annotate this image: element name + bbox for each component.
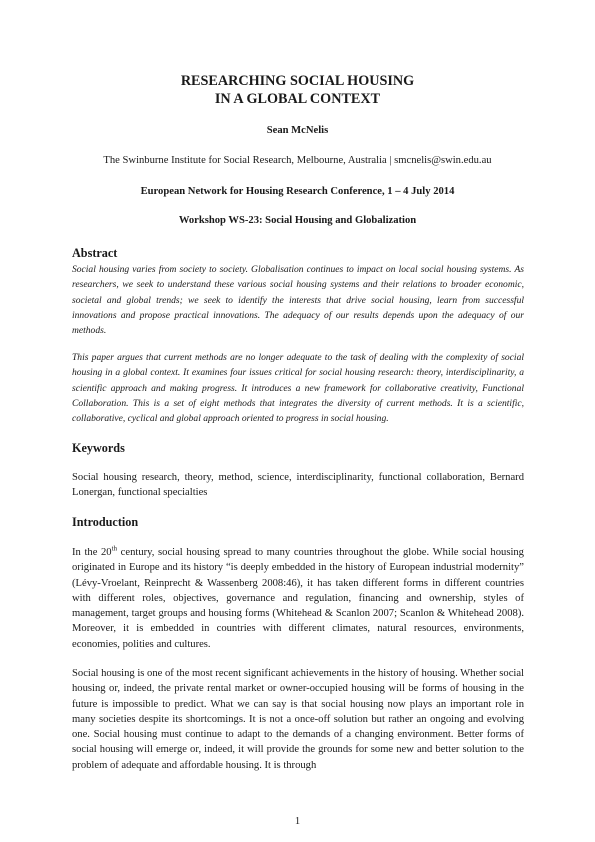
- author-name: Sean McNelis: [266, 125, 329, 136]
- title-line-1: RESEARCHING SOCIAL HOUSING: [180, 73, 415, 89]
- keywords-heading: Keywords: [72, 441, 125, 455]
- introduction-heading: Introduction: [72, 515, 139, 529]
- workshop-name: Workshop WS-23: Social Housing and Globalization: [178, 215, 417, 226]
- abstract-paragraph-1: Social housing varies from society to society. Globalisation continues to impact on local social housing systems. As researchers, we seek to understand these various social housing systems and their relations to broader economic, societal and global trends; we seek to identify the interests that drive social housing, learn from successful innovations and propose practical innovations. The adequacy of our results depends upon the adequacy of our methods.: [72, 264, 524, 337]
- conference-name: European Network for Housing Research Conference, 1 – 4 July 2014: [140, 186, 455, 197]
- keywords-text: Social housing research, theory, method, science, interdisciplinarity, functional collaboration, Bernard Lonergan, functional specialties: [72, 472, 524, 499]
- title-line-2: IN A GLOBAL CONTEXT: [214, 91, 381, 107]
- intro-p1-rest: century, social housing spread to many countries throughout the globe. While social housing originated in Europe and its history “is deeply embedded in the history of European industrial modernity” (Lévy-Vroelant, Reinprecht & Wassenberg 2008:46), it has taken different forms in different countries with different roles, objectives, governance and regulation, financing and ownership, styles of management, target groups and housing forms (Whitehead & Scanlon 2007; Scanlon & Whitehead 2008). Moreover, it is embedded in countries with different climates, natural resources, environments, economies, polities and cultures.: [72, 547, 524, 650]
- abstract-paragraph-2: This paper argues that current methods are no longer adequate to the task of dealing with the complexity of social housing in a global context. It examines four issues critical for social housing research: theory, interdisciplinarity, a scientific approach and making progress. It introduces a new framework for collaborative creativity, Functional Collaboration. This is a set of eight methods that integrates the diversity of current methods. It is a scientific, collaborative, cyclical and global approach oriented to progress in social housing.: [72, 352, 524, 425]
- intro-p1-superscript: th: [111, 544, 118, 553]
- abstract-heading: Abstract: [72, 246, 118, 260]
- introduction-paragraph-2: Social housing is one of the most recent significant achievements in the history of housing. Whether social housing or, indeed, the private rental market or owner-occupied housing will be forms of housing in the future is impossible to predict. What we can say is that social housing now plays an important role in many societies despite its shortcomings. It is not a once-off solution but rather an ongoing and evolving one. Social housing must continue to adapt to the demands of a changing environment. Better forms of social housing will emerge or, indeed, it will provide the grounds for some new and better solution to the problem of adequate and affordable housing. It is through: [72, 668, 524, 771]
- author-affiliation: The Swinburne Institute for Social Research, Melbourne, Australia | smcnelis@swin.edu.au: [103, 155, 492, 166]
- introduction-paragraph-1: [72, 545, 524, 652]
- intro-p1-start: In the 20: [72, 547, 112, 558]
- paper-title: [0, 72, 595, 108]
- page-number: 1: [294, 816, 301, 827]
